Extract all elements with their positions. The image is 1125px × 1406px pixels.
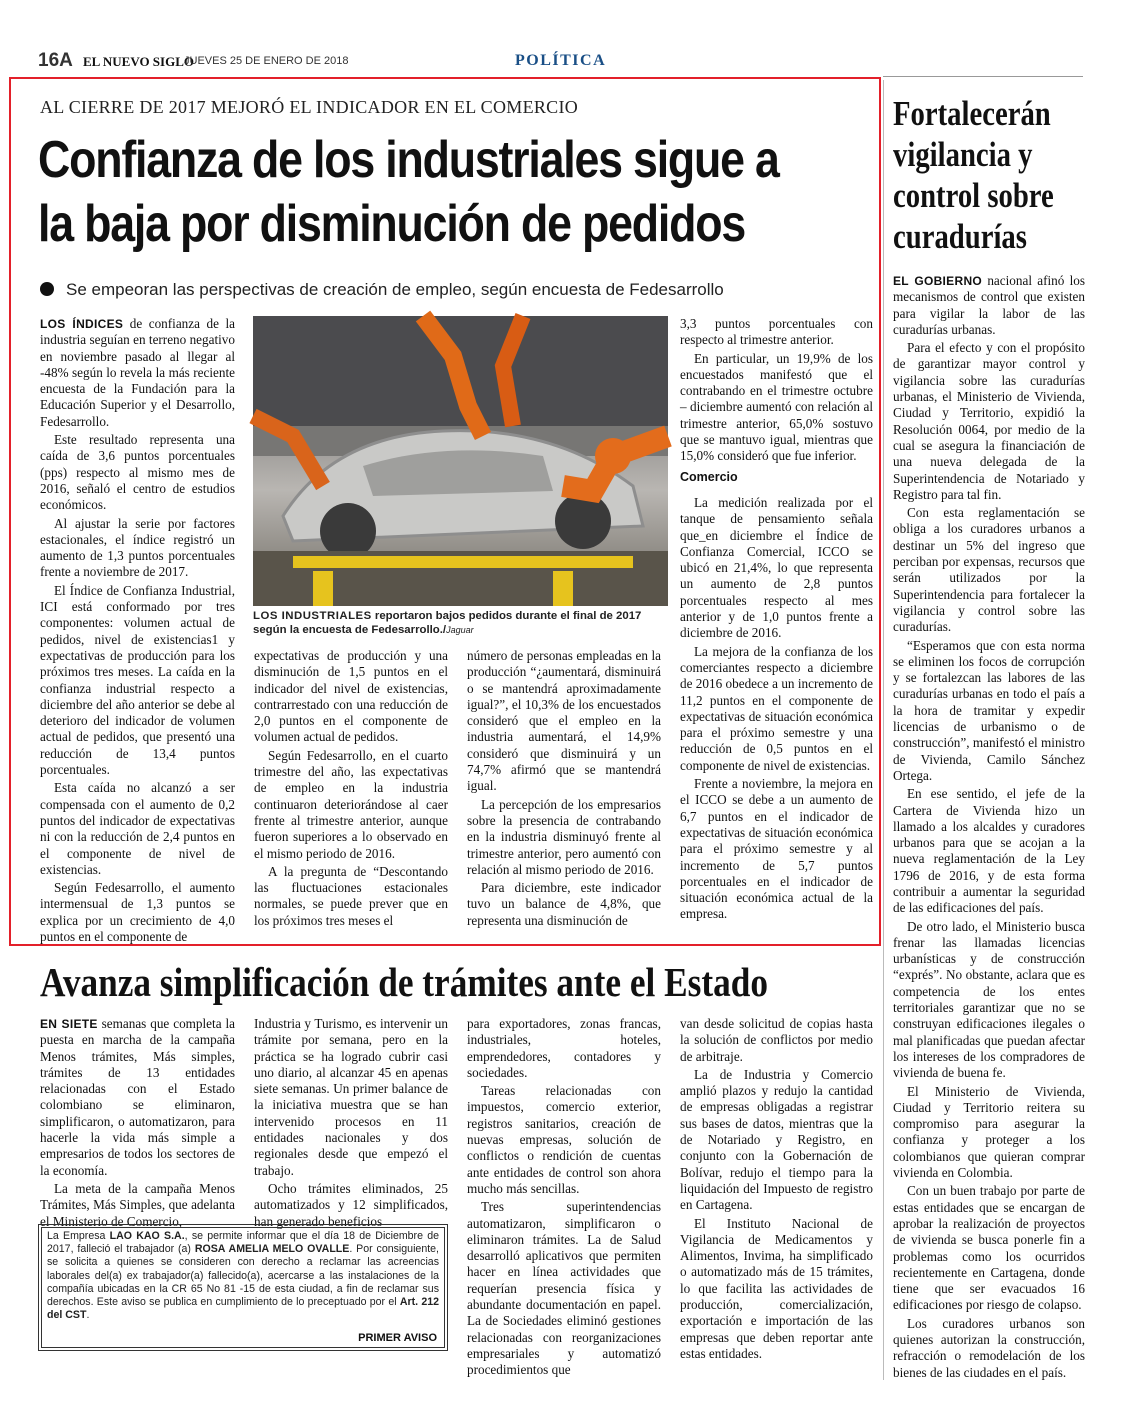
- col4-p3: La medición realizada por el tanque de pensamiento señala que_en diciembre el Índice de Confianza Comercial, ICCO se ubicó en 21,4%, lo que representa un aumento de 2,8 puntos porcentuales respecto al mes anterior y de 1,0 puntos frente a diciembre de 2016.: [680, 494, 873, 641]
- photo-caption: [253, 609, 668, 637]
- main-col-4: [680, 316, 873, 938]
- col1-p4: El Índice de Confianza Industrial, ICI está conformado por tres componentes: volumen actual de pedidos, nivel de existencias1 y expectativas de producción para los próximos tres meses. La caída en la confianza industrial respecto a diciembre del año anterior se debe al deterioro del indicador de volumen actual de pedidos, que presentó una reducción de 13,4 puntos porcentuales.: [40, 582, 235, 778]
- col2-p1: expectativas de producción y una disminución de 1,5 puntos en el indicador del nivel de existencias, contrarrestado con una reducción de 2,0 puntos en el componente de volumen actual de pedidos.: [254, 648, 448, 745]
- notice-company: LAO KAO S.A.: [109, 1230, 185, 1242]
- second-c3p2: Tareas relacionadas con impuestos, comercio exterior, registros sanitarios, creación de nuevas empresas, solución de conflictos o rendición de cuentas ante entidades de control son ahora mucho más sencillas.: [467, 1083, 661, 1196]
- col4-p2: En particular, un 19,9% de los encuestados manifestó que el contrabando en el trimestre octubre – diciembre aumentó con relación al trimestre anterior, 65,0% sostuvo que se mantuvo igual, mientras que 15,0% consideró que fue inferior.: [680, 350, 873, 464]
- second-col-1: [40, 1016, 235, 1229]
- second-c3p3: Tres superintendencias automatizaron, simplificaron o eliminaron trámites. La de Salud desarrolló aplicativos que permiten hacer en línea actividades que requerían presencia física y abundante documentación en papel. La de Sociedades eliminó gestiones relacionadas con reorganizaciones empresariales y automatizó procedimientos que: [467, 1199, 661, 1378]
- second-p2: La meta de la campaña Menos Trámites, Más Simples, que adelanta el Ministerio de Comercio,: [40, 1180, 235, 1229]
- col1-p3: Al ajustar la serie por factores estacionales, el índice registró un aumento de 1,3 puntos porcentuales frente a noviembre de 2017.: [40, 515, 235, 580]
- side-body: [893, 273, 1085, 1393]
- header-rule: [883, 76, 1083, 77]
- col1-p2: Este resultado representa una caída de 3,6 puntos porcentuales (pps) respecto al mismo mes de 2016, señaló el centro de estudios económicos.: [40, 432, 235, 513]
- col1-p5: Esta caída no alcanzó a ser compensada con el aumento de 0,2 puntos del indicador de expectativas ni con la reducción de 2,4 puntos en el componente de nivel de existencias.: [40, 780, 235, 877]
- second-c4p1: van desde solicitud de copias hasta la solución de conflictos por medio de arbitraje.: [680, 1016, 873, 1064]
- col1-lead: LOS ÍNDICES: [40, 317, 124, 331]
- col2-p2: Según Fedesarrollo, en el cuarto trimestre del año, las expectativas de empleo en la industria continuaron deteriorándose al caer frente al trimestre anterior, aunque fueron superiores a lo observado en el mismo periodo de 2016.: [254, 747, 448, 861]
- second-col-3: [467, 1016, 661, 1386]
- side-headline: [893, 93, 1057, 257]
- col4-subhead: Comercio: [680, 469, 738, 484]
- main-col-1: [40, 316, 235, 944]
- main-col-3: [467, 648, 661, 938]
- side-p1: nacional afinó los mecanismos de control que existen para vigilar la labor de las curadurías urbanas.: [893, 273, 1086, 337]
- notice-article: Art. 212 del CST: [47, 1296, 439, 1322]
- col2-p3: A la pregunta de “Descontando las fluctuaciones estacionales normales, se puede prever que en los próximos tres meses el: [254, 863, 448, 928]
- second-c2p1: Industria y Turismo, es intervenir un trámite por semana, pero en la práctica se ha logrado cubrir casi uno diario, al alcanzar 45 en apenas siete semanas. Un primer balance de la iniciativa muestra que se han intervenido procesos en 11 entidades nacionales y dos regionales desde que empezó el trabajo.: [254, 1016, 448, 1178]
- col3-p1: número de personas empleadas en la producción “¿aumentará, disminuirá o se mantendrá aproximadamente igual?”, el 10,3% de los encuestados consideró que el empleo en la industria aumentará, el 14,9% consideró que disminuirá y un 74,7% afirmó que se mantendrá igual.: [467, 648, 661, 794]
- side-p8: Con un buen trabajo por parte de estas entidades que se encargan de aprobar la realización de proyectos de vivienda se busca ponerle fin a problemas como los ocurridos recientemente en Cartagena, donde tiene que ser evacuados 16 edificaciones por riesgo de colapso.: [893, 1183, 1085, 1313]
- page-header: [38, 48, 1088, 76]
- issue-date: JUEVES 25 DE ENERO DE 2018: [184, 55, 349, 67]
- notice-box: [38, 1224, 448, 1351]
- side-p3: Con esta reglamentación se obliga a los curadores urbanos a destinar un 5% del ingreso que perciban por expensas, recursos que serán utilizados por la Superintendencia para fortalecer la vigilancia y control sobre las curadurías.: [893, 505, 1085, 635]
- notice-worker: ROSA AMELIA MELO OVALLE: [194, 1243, 350, 1256]
- article-headline: [38, 128, 779, 256]
- side-headline-3: control sobre: [893, 176, 1054, 215]
- side-p6: De otro lado, el Ministerio busca frenar las llamadas licencias urbanísticas y de construcción “exprés”. No obstante, aclara que es competencia de los entes territoriales garantizar que no se construyan edificaciones ilegales o mal planificadas que puedan afectar los intereses de los compradores de vivienda de buena fe.: [893, 918, 1085, 1081]
- bullet-icon: [40, 282, 54, 296]
- second-col-2: [254, 1016, 448, 1229]
- second-p1: semanas que completa la puesta en marcha de la campaña Menos trámites, Más simples, trámites de 13 entidades relacionadas con el Estado colombiano se eliminaron, simplificaron, o automatizaron, para hacerle la vida más simple a empresarios de todos los sectores de la economía.: [40, 1016, 235, 1178]
- section-name: POLÍTICA: [515, 52, 607, 69]
- newspaper-name: EL NUEVO SIGLO: [83, 54, 194, 69]
- side-lead: EL GOBIERNO: [893, 274, 983, 288]
- second-c3p1: para exportadores, zonas francas, industriales, hoteles, emprendedores, contadores y sociedades.: [467, 1016, 661, 1080]
- col1-p6: Según Fedesarrollo, el aumento intermensual de 1,3 puntos se explica por un crecimiento de 4,0 puntos en el componente de: [40, 880, 235, 944]
- page-number: 16A: [38, 50, 73, 71]
- second-lead: EN SIETE: [40, 1017, 98, 1031]
- side-headline-1: Fortalecerán: [893, 94, 1051, 133]
- side-divider: [883, 80, 884, 1380]
- side-p9: Los curadores urbanos son quienes autorizan la construcción, refracción o remodelación de los bienes de las ciudades en el país.: [893, 1315, 1085, 1380]
- robot-car-illustration: [253, 316, 668, 606]
- side-p2: Para el efecto y con el propósito de garantizar mayor control y vigilancia sobre las curadurías urbanas, el Ministerio de Vivienda, Ciudad y Territorio, expidió la Resolución 0064, por medio de la cual se asegura la financiación de una nueva delegada de la Superintendencia de Notariado y Registro para tal fin.: [893, 340, 1085, 502]
- second-c4p2: La de Industria y Comercio amplió plazos y redujo la cantidad de empresas obligadas a registrar sus bases de datos, mientras que la de Notariado y Registro, en conjunto con la Gobernación de Bolívar, redujo el tiempo para la liquidación del Impuesto de registro en Cartagena.: [680, 1066, 873, 1213]
- col4-p1: 3,3 puntos porcentuales con respecto al trimestre anterior.: [680, 316, 873, 348]
- caption-text: reportaron bajos pedidos durante el final de 2017 según la encuesta de Fedesarrollo./: [253, 610, 642, 636]
- side-headline-4: curadurías: [893, 217, 1027, 256]
- second-col-4: [680, 1016, 873, 1386]
- headline-line-2: la baja por disminución de pedidos: [38, 195, 746, 253]
- side-headline-2: vigilancia y: [893, 135, 1033, 174]
- notice-text: La Empresa LAO KAO S.A., se permite informar que el día 18 de Diciembre de 2017, falleció el trabajador (a) ROSA AMELIA MELO OVALLE. Por consiguiente, se solicita a quienes se consideren con derecho a reclamar las acreencias laborales del(a) ex trabajador(a) fallecido(a), acercarse a las instalaciones de la compañía ubicadas en la CR 65 No 81 -15 de esta ciudad, a fin de reclamar sus derechos. Este aviso se publica en cumplimiento de lo preceptuado por el Art. 212 del CST.: [47, 1230, 439, 1322]
- side-p5: En ese sentido, el jefe de la Cartera de Vivienda hizo un llamado a los alcaldes y curadores urbanos para que se acojan a la nueva reglamentación de la Ley 1796 de 2016, y de esta forma contribuir a aumentar la seguridad de las edificaciones del país.: [893, 786, 1085, 916]
- caption-lead: LOS INDUSTRIALES: [253, 610, 372, 622]
- summary-text: Se empeoran las perspectivas de creación de empleo, según encuesta de Fedesarrollo: [66, 280, 724, 299]
- col3-p2: La percepción de los empresarios sobre la presencia de contrabando en la industria disminuyó frente al trimestre anterior, pero aumentó con relación al mismo periodo de 2016.: [467, 796, 661, 877]
- col4-p4: La mejora de la confianza de los comerciantes respecto a diciembre de 2016 obedece a un incremento de 11,2 puntos en el componente de expectativas de situación económica para el próximo semestre y una reducción de 0,5 puntos en el componente de nivel de existencias.: [680, 643, 873, 773]
- col1-p1: de confianza de la industria seguían en terreno negativo en noviembre pasado al llegar al -48% según lo revela la más reciente encuesta de la Fundación para la Educación Superior y el Desarrollo, Fedesarrollo.: [40, 316, 235, 429]
- notice-footer: PRIMER AVISO: [358, 1332, 437, 1344]
- main-col-2: [254, 648, 448, 938]
- second-headline: Avanza simplificación de trámites ante el Estado: [40, 959, 768, 1005]
- factory-photo: [253, 316, 668, 606]
- col4-p5: Frente a noviembre, la mejora en el ICCO se debe a un aumento de 6,7 puntos en el indicador de expectativas de situación económica para el próximo semestre y al incremento de 5,7 puntos porcentuales en el indicador de situación económica actual de la empresa.: [680, 776, 873, 922]
- side-p7: El Ministerio de Vivienda, Ciudad y Territorio reitera su compromiso para asegurar la confianza y proteger a los colombianos que quieran comprar vivienda en Colombia.: [893, 1083, 1085, 1181]
- second-c4p3: El Instituto Nacional de Vigilancia de Medicamentos y Alimentos, Invima, ha simplificado o automatizado más de 15 trámites, lo que facilita las actividades de producción, comercialización, exportación e importación de las empresas que deben reportar ante estas entidades.: [680, 1215, 873, 1361]
- second-c2p2: Ocho trámites eliminados, 25 automatizados y 12 simplificados, han generado beneficios: [254, 1180, 448, 1229]
- col3-p3: Para diciembre, este indicador tuvo un balance de 4,8%, que representa una disminución de: [467, 880, 661, 928]
- article-kicker: AL CIERRE DE 2017 MEJORÓ EL INDICADOR EN EL COMERCIO: [40, 97, 579, 117]
- article-summary: [40, 280, 724, 300]
- side-p4: “Esperamos que con esta norma se eliminen los focos de corrupción y se fortalezcan las labores de las curadurías urbanas en todo el país a la hora de tramitar y expedir licencias de urbanismo o de construcción”, manifestó el ministro de Vivienda, Camilo Sánchez Ortega.: [893, 637, 1085, 783]
- photo-credit: Jaguar: [446, 625, 474, 635]
- headline-line-1: Confianza de los industriales sigue a: [38, 131, 779, 189]
